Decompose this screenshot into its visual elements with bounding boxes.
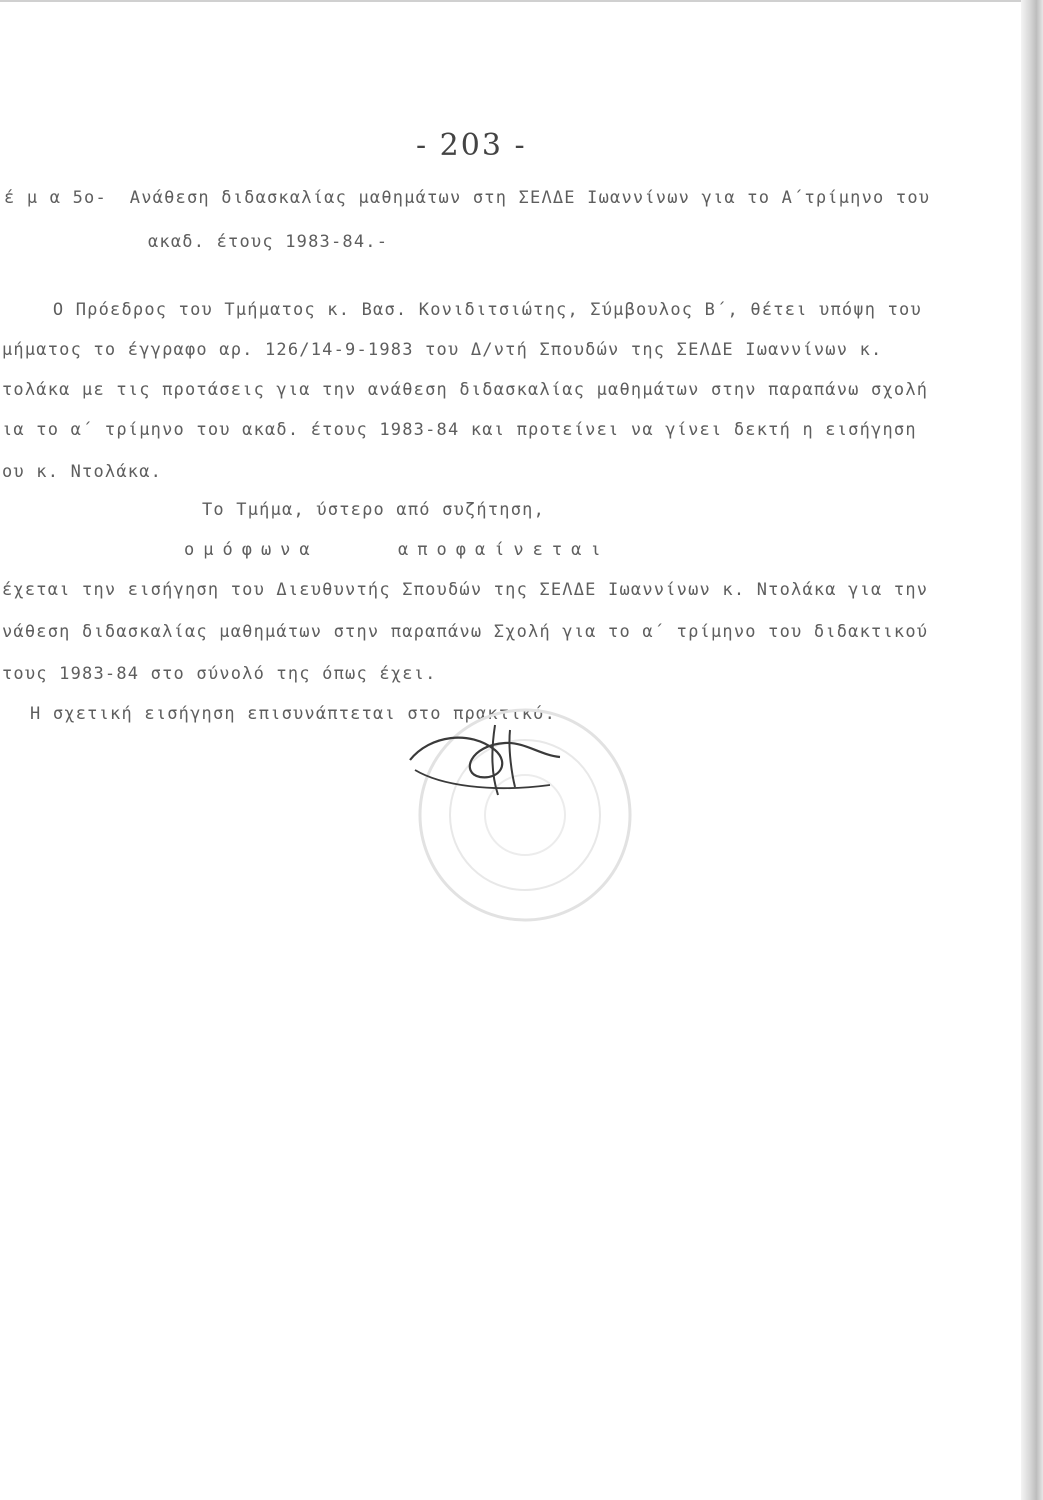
paragraph1-line-2: μήματος το έγγραφο αρ. 126/14-9-1983 του Δ/ντή Σπουδών της ΣΕΛΔΕ Ιωαννίνων κ. — [2, 340, 883, 360]
decision-word-unanimous: ομόφωνα — [184, 540, 319, 560]
heading-line-2: ακαδ. έτους 1983-84.- — [148, 232, 389, 252]
paragraph1-line-4: ια το α΄ τρίμηνο του ακαδ. έτους 1983-84 και προτείνει να γίνει δεκτή η εισήγηση — [2, 420, 917, 440]
paragraph2-line-2: νάθεση διδασκαλίας μαθημάτων στην παραπάνω Σχολή για το α΄ τρίμηνο του διδακτικού — [2, 622, 929, 642]
closing-line: Η σχετική εισήγηση επισυνάπτεται στο πρακτικό. — [30, 704, 557, 724]
paragraph2-line-3: τους 1983-84 στο σύνολό της όπως έχει. — [2, 664, 437, 684]
decision-intro: Το Τμήμα, ύστερο από συζήτηση, — [202, 500, 546, 520]
heading-line-1: έ μ α 5ο- Ανάθεση διδασκαλίας μαθημάτων στη ΣΕΛΔΕ Ιωαννίνων για το Α΄τρίμηνο του — [4, 188, 931, 208]
handwritten-signature — [400, 715, 570, 805]
paragraph1-line-1: Ο Πρόεδρος του Τμήματος κ. Βασ. Κονιδιτσιώτης, Σύμβουλος Β΄, θέτει υπόψη του — [30, 300, 922, 320]
paragraph2-line-1: έχεται την εισήγηση του Διευθυντής Σπουδών της ΣΕΛΔΕ Ιωαννίνων κ. Ντολάκα για την — [2, 580, 929, 600]
paragraph1-line-5: ου κ. Ντολάκα. — [2, 462, 163, 482]
binding-edge — [1021, 0, 1043, 1500]
page-number: - 203 - — [416, 128, 527, 163]
page-top-edge — [0, 0, 1021, 2]
decision-word-decides: αποφαίνεται — [398, 540, 610, 560]
paragraph1-line-3: τολάκα με τις προτάσεις για την ανάθεση διδασκαλίας μαθημάτων στην παραπάνω σχολή — [2, 380, 929, 400]
